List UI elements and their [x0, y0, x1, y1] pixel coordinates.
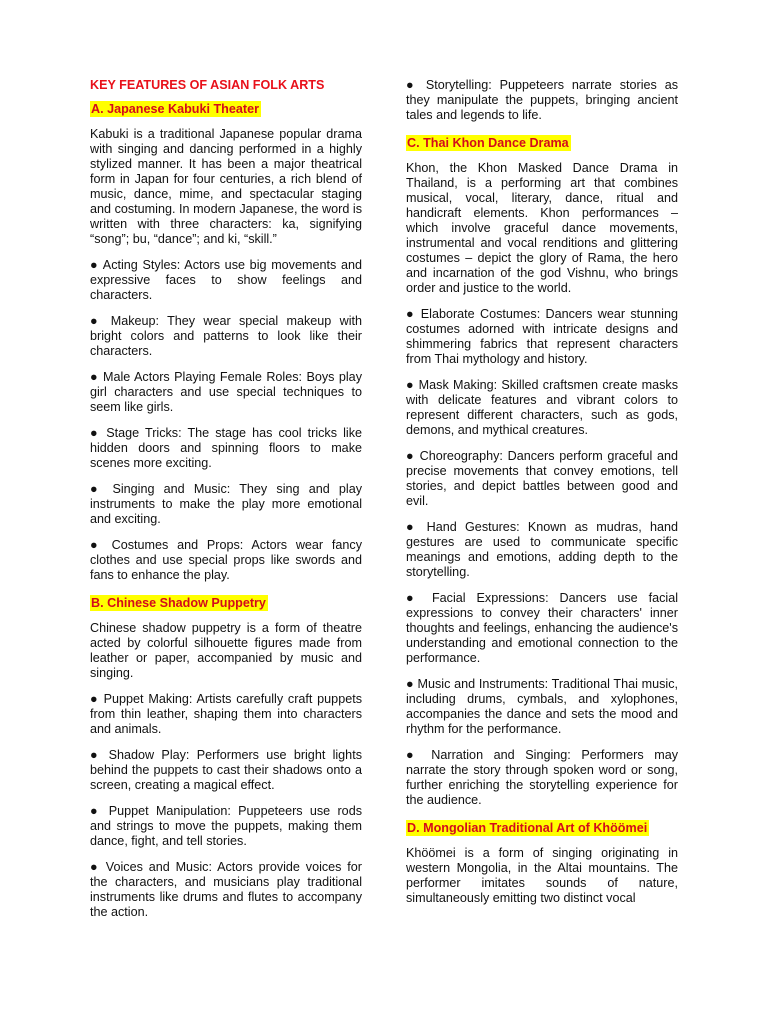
shadow-bullet: ● Voices and Music: Actors provide voices for the characters, and musicians play traditional instruments like drums and flutes to accompany the action.: [90, 860, 362, 919]
kabuki-bullet: ● Makeup: They wear special makeup with bright colors and patterns to look like their characters.: [90, 314, 362, 358]
storytelling-bullet: ● Storytelling: Puppeteers narrate stories as they manipulate the puppets, bringing ancient tales and legends to life.: [406, 78, 678, 122]
kabuki-intro: Kabuki is a traditional Japanese popular drama with singing and dancing performed in a highly stylized manner. It has been a major theatrical form in Japan for four centuries, a rich blend of music, dance, mime, and spectacular staging and costuming. In modern Japanese, the word is written with three characters: ka, signifying “song”; bu, “dance”; and ki, “skill.”: [90, 127, 362, 246]
shadow-bullet: ● Puppet Manipulation: Puppeteers use rods and strings to move the puppets, making them dance, fight, and tell stories.: [90, 804, 362, 848]
shadow-bullet: ● Puppet Making: Artists carefully craft puppets from thin leather, shaping them into characters and animals.: [90, 692, 362, 736]
khon-bullet: ● Hand Gestures: Known as mudras, hand gestures are used to communicate specific meanings and emotions, adding depth to the storytelling.: [406, 520, 678, 579]
section-heading-shadow-puppetry: B. Chinese Shadow Puppetry: [91, 596, 266, 610]
section-heading-kabuki: A. Japanese Kabuki Theater: [91, 102, 259, 116]
shadow-intro: Chinese shadow puppetry is a form of theatre acted by colorful silhouette figures made from leather or paper, accompanied by music and singing.: [90, 621, 362, 680]
kabuki-bullet: ● Male Actors Playing Female Roles: Boys play girl characters and use special techniques to seem like girls.: [90, 370, 362, 414]
shadow-bullet: ● Shadow Play: Performers use bright lights behind the puppets to cast their shadows onto a screen, creating a magical effect.: [90, 748, 362, 792]
khon-bullet: ● Choreography: Dancers perform graceful and precise movements that convey emotions, tell stories, and depict battles between good and evil.: [406, 449, 678, 508]
kabuki-bullet: ● Acting Styles: Actors use big movements and expressive faces to show feelings and characters.: [90, 258, 362, 302]
section-heading-khon: C. Thai Khon Dance Drama: [407, 136, 569, 150]
khon-bullet: ● Music and Instruments: Traditional Thai music, including drums, cymbals, and xylophones, accompanies the dance and sets the mood and rhythm for the performance.: [406, 677, 678, 736]
khon-bullet: ● Mask Making: Skilled craftsmen create masks with delicate features and vibrant colors to represent different characters, such as gods, demons, and mythical creatures.: [406, 378, 678, 437]
kabuki-bullet: ● Singing and Music: They sing and play instruments to make the play more emotional and exciting.: [90, 482, 362, 526]
khon-bullet: ● Facial Expressions: Dancers use facial expressions to convey their characters' inner thoughts and feelings, enhancing the audience's understanding and emotional connection to the performance.: [406, 591, 678, 665]
khon-intro: Khon, the Khon Masked Dance Drama in Thailand, is a performing art that combines musical, vocal, literary, dance, ritual and handicraft elements. Khon performances – which involve graceful dance movements, instrumental and vocal renditions and glittering costumes – depict the glory of Rama, the hero and incarnation of the god Vishnu, who brings order and justice to the world.: [406, 161, 678, 295]
left-column: [90, 78, 362, 931]
section-heading-khoomei: D. Mongolian Traditional Art of Khöömei: [407, 821, 648, 835]
kabuki-bullet: ● Costumes and Props: Actors wear fancy clothes and use special props like swords and fans to enhance the play.: [90, 538, 362, 582]
kabuki-bullet: ● Stage Tricks: The stage has cool tricks like hidden doors and spinning floors to make scenes more exciting.: [90, 426, 362, 470]
khoomei-intro: Khöömei is a form of singing originating in western Mongolia, in the Altai mountains. The performer imitates sounds of nature, simultaneously emitting two distinct vocal: [406, 846, 678, 905]
khon-bullet: ● Narration and Singing: Performers may narrate the story through spoken word or song, further enriching the storytelling experience for the audience.: [406, 748, 678, 807]
document-title: KEY FEATURES OF ASIAN FOLK ARTS: [90, 78, 325, 92]
right-column: [406, 78, 678, 917]
khon-bullet: ● Elaborate Costumes: Dancers wear stunning costumes adorned with intricate designs and shimmering fabrics that represent characters from Thai mythology and history.: [406, 307, 678, 366]
